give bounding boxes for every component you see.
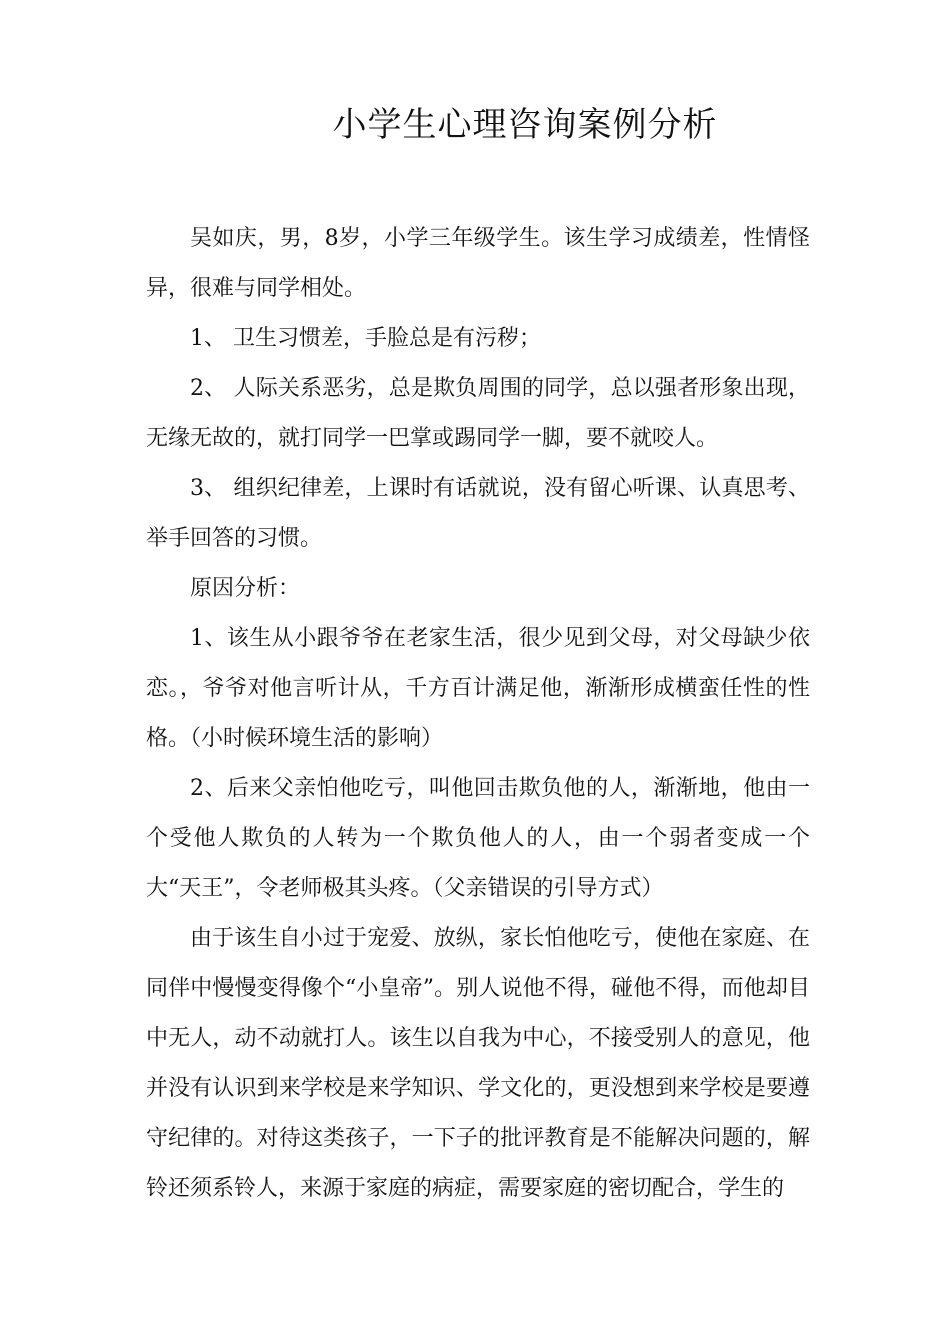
paragraph-cause-heading: 原因分析：	[190, 576, 301, 601]
paragraph-cause-2: 2、后来父亲怕他吃亏，叫他回击欺负他的人，渐渐地，他由一个受他人欺负的人转为一个欺负他人的人，由一个弱者变成一个大“天王”，令老师极其头疼。（父亲错误的引导方式）	[146, 776, 810, 901]
paragraph-cause-1: 1、该生从小跟爷爷在老家生活，很少见到父母，对父母缺少依恋。，爷爷对他言听计从，千方百计满足他，渐渐形成横蛮任性的性格。（小时候环境生活的影响）	[146, 626, 810, 751]
paragraph-issue-3: 3、 组织纪律差，上课时有话就说，没有留心听课、认真思考、举手回答的习惯。	[146, 476, 810, 551]
document-title: 小学生心理咨询案例分析	[332, 105, 718, 145]
document-body	[146, 214, 810, 1214]
paragraph-issue-1: 1、 卫生习惯差，手脸总是有污秽；	[190, 326, 541, 351]
paragraph-analysis: 由于该生自小过于宠爱、放纵，家长怕他吃亏，使他在家庭、在同伴中慢慢变得像个“小皇帝”。别人说他不得，碰他不得，而他却目中无人，动不动就打人。该生以自我为中心，不接受别人的意见，他并没有认识到来学校是来学知识、学文化的，更没想到来学校是要遵守纪律的。对待这类孩子，一下子的批评教育是不能解决问题的，解铃还须系铃人，来源于家庭的病症，需要家庭的密切配合，学生的	[146, 926, 810, 1201]
paragraph-student-intro: 吴如庆，男，8岁，小学三年级学生。该生学习成绩差，性情怪异，很难与同学相处。	[146, 226, 810, 301]
paragraph-issue-2: 2、 人际关系恶劣，总是欺负周围的同学，总以强者形象出现，无缘无故的，就打同学一巴掌或踢同学一脚，要不就咬人。	[146, 376, 810, 451]
